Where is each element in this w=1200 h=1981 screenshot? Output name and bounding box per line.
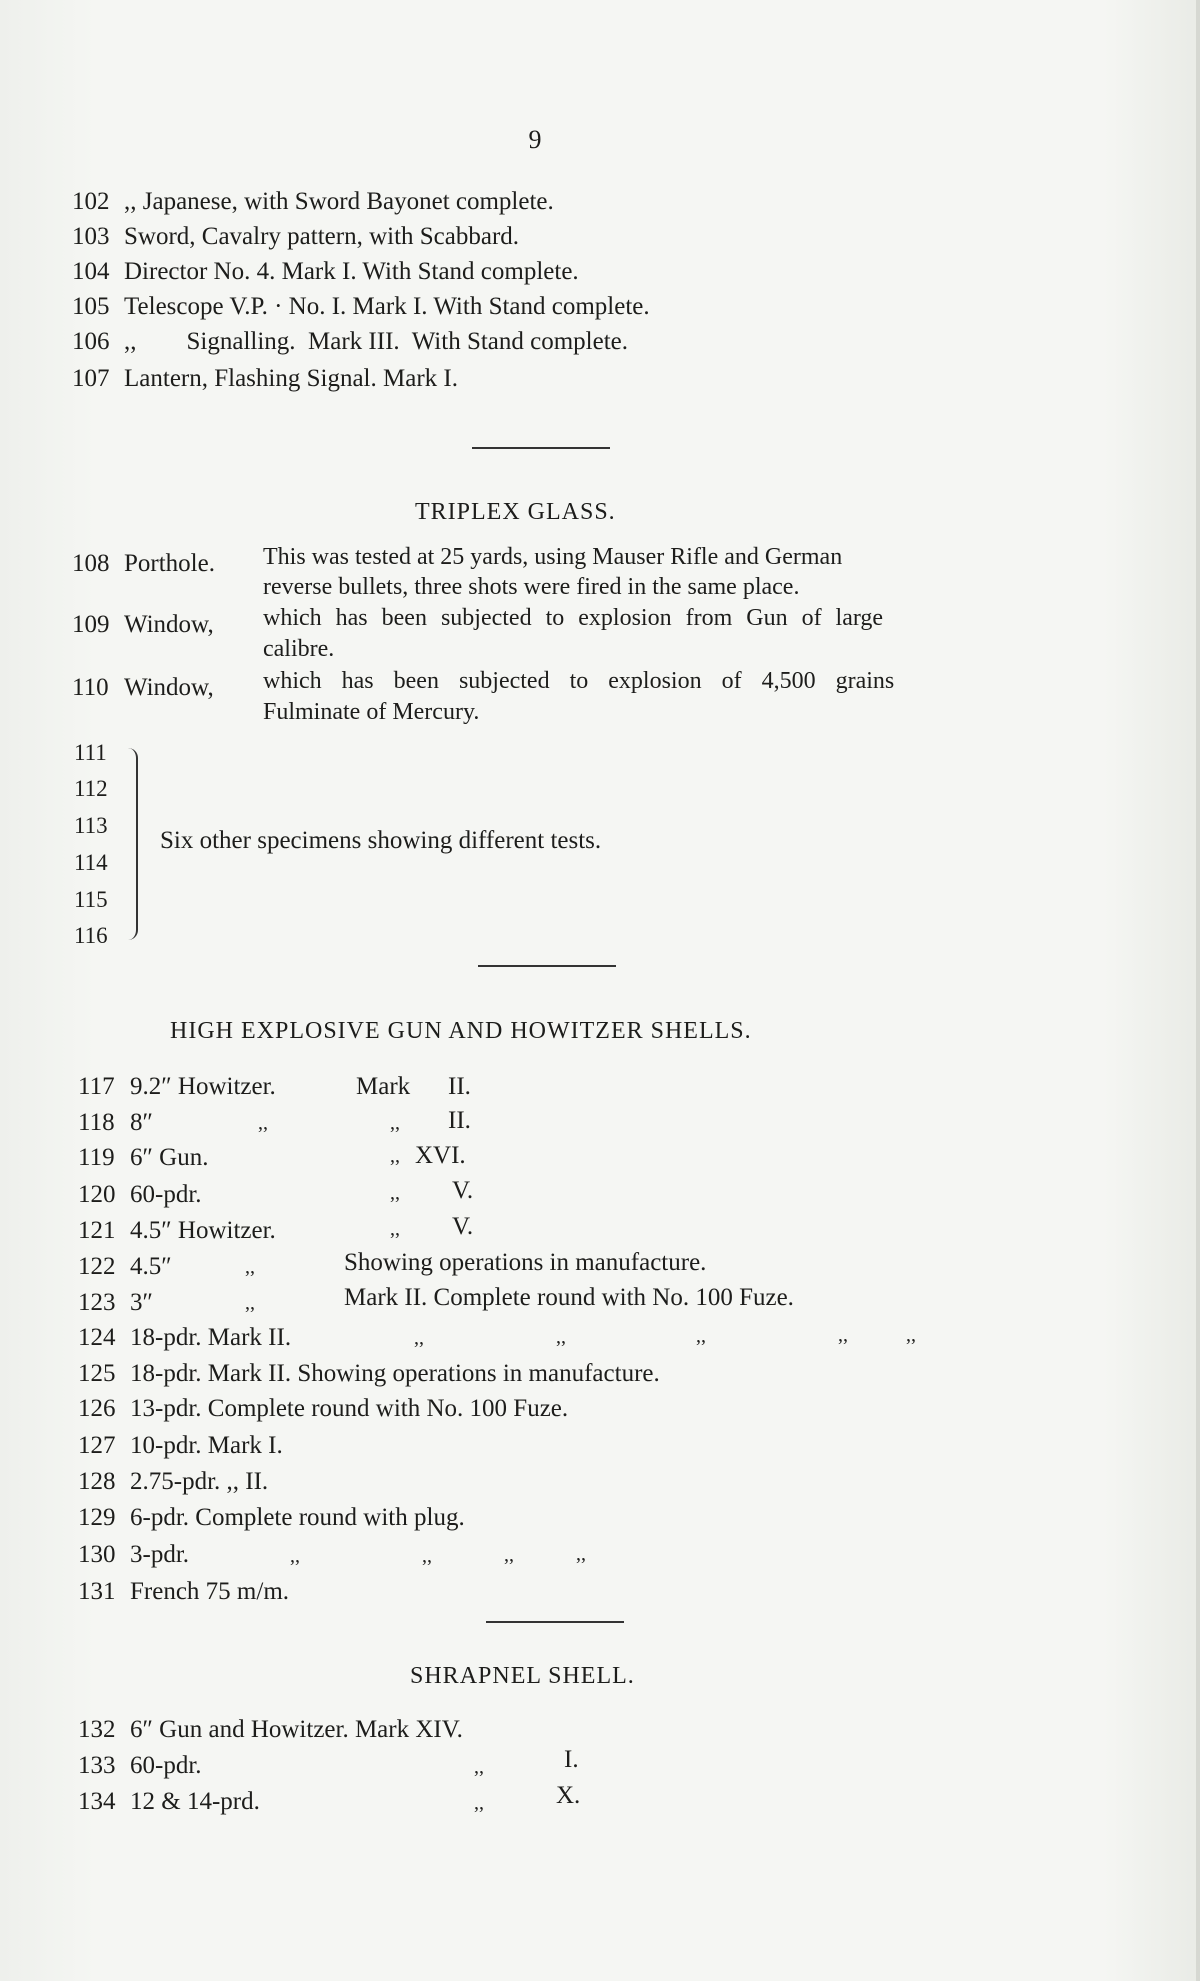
ditto-mark: ,, [390, 1145, 400, 1167]
shell-item [78, 1323, 291, 1353]
shell-item [78, 1143, 208, 1173]
item-text: 60-pdr. [130, 1752, 202, 1779]
shell-item [78, 1394, 568, 1424]
ditto-mark: ,, [290, 1545, 300, 1567]
bracket [122, 748, 138, 940]
triplex-item [72, 610, 214, 640]
item-number: 134 [78, 1788, 116, 1815]
shell-item [78, 1540, 189, 1570]
mark-label: Mark [356, 1073, 411, 1100]
mark-number: V. [452, 1213, 474, 1240]
list-item [72, 257, 579, 287]
item-number: 104 [72, 258, 110, 285]
ditto-mark: ,, [414, 1327, 424, 1349]
item-desc-line: which has been subjected to explosion from Gun of large [263, 605, 884, 631]
mark-number: V. [452, 1177, 474, 1204]
item-number: 109 [72, 611, 110, 638]
item-number: 118 [78, 1109, 115, 1136]
mark-number: XVI. [415, 1142, 466, 1169]
group-number: 115 [74, 887, 108, 912]
mark-number: I. [564, 1746, 579, 1773]
item-number: 120 [78, 1181, 116, 1208]
group-number: 116 [74, 923, 108, 948]
item-text: Sword, Cavalry pattern, with Scabbard. [124, 223, 520, 250]
item-number: 121 [78, 1217, 116, 1244]
ditto-mark: ,, [245, 1292, 255, 1314]
item-text: French 75 m/m. [130, 1578, 290, 1605]
item-number: 131 [78, 1578, 116, 1605]
item-number: 105 [72, 293, 110, 320]
ditto-mark: ,, [474, 1756, 484, 1778]
ditto-mark: ,, [504, 1544, 514, 1566]
item-desc-line: which has been subjected to explosion of 4,500 grains [263, 668, 895, 694]
ditto-mark: ,, [390, 1112, 400, 1134]
shell-item [78, 1072, 276, 1102]
item-number: 117 [78, 1073, 115, 1100]
item-text: 2.75-pdr. ,, II. [130, 1468, 269, 1495]
ditto-mark: ,, [422, 1545, 432, 1567]
ditto-mark: ,, [556, 1326, 566, 1348]
item-number: 119 [78, 1144, 115, 1171]
section-heading-shrapnel: SHRAPNEL SHELL. [410, 1663, 635, 1689]
list-item [72, 364, 458, 394]
item-text: 4.5″ [130, 1253, 172, 1280]
shell-item [78, 1288, 153, 1318]
shell-item [78, 1216, 276, 1246]
item-text: 18-pdr. Mark II. [130, 1324, 292, 1351]
item-number: 127 [78, 1432, 116, 1459]
section-heading-he-shells: HIGH EXPLOSIVE GUN AND HOWITZER SHELLS. [170, 1018, 752, 1044]
item-number: 122 [78, 1253, 116, 1280]
item-number: 130 [78, 1541, 116, 1568]
page-edge [1196, 0, 1200, 1981]
item-text: 13-pdr. Complete round with No. 100 Fuze. [130, 1395, 569, 1422]
item-text: 12 & 14-prd. [130, 1788, 260, 1815]
shell-item [78, 1577, 289, 1607]
item-text: 8″ [130, 1109, 153, 1136]
item-text: Lantern, Flashing Signal. Mark I. [124, 365, 458, 392]
item-desc-line: reverse bullets, three shots were fired in the same place. [263, 574, 800, 600]
shell-item [78, 1467, 268, 1497]
page-number: 9 [528, 125, 542, 154]
item-text: 6″ Gun and Howitzer. Mark XIV. [130, 1716, 463, 1743]
shell-item [78, 1108, 153, 1138]
item-text: 6″ Gun. [130, 1144, 209, 1171]
ditto-mark: ,, [390, 1182, 400, 1204]
ditto-mark: ,, [576, 1543, 586, 1565]
item-number: 106 [72, 328, 110, 355]
list-item [72, 187, 554, 217]
group-number: 112 [74, 776, 108, 801]
shell-item [78, 1503, 465, 1533]
item-label: Window, [124, 611, 214, 638]
item-number: 132 [78, 1716, 116, 1743]
group-number: 111 [74, 740, 107, 765]
section-divider [478, 965, 616, 967]
item-text: ,, Signalling. Mark III. With Stand complete. [124, 328, 629, 355]
item-number: 123 [78, 1289, 116, 1316]
triplex-item [72, 673, 214, 703]
group-number: 114 [74, 850, 108, 875]
shell-item [78, 1359, 660, 1389]
item-number: 124 [78, 1324, 116, 1351]
item-text: Director No. 4. Mark I. With Stand complete. [124, 258, 579, 285]
item-number: 126 [78, 1395, 116, 1422]
list-item [72, 292, 650, 322]
item-text: 4.5″ Howitzer. [130, 1217, 276, 1244]
shell-item [78, 1180, 202, 1210]
item-number: 103 [72, 223, 110, 250]
section-divider [472, 447, 610, 449]
item-number: 125 [78, 1360, 116, 1387]
item-number: 110 [72, 674, 109, 701]
item-number: 108 [72, 550, 110, 577]
shell-item [78, 1252, 172, 1282]
shrapnel-item [78, 1751, 202, 1781]
ditto-mark: ,, [258, 1112, 268, 1134]
item-text: Mark II. Complete round with No. 100 Fuze. [344, 1284, 794, 1311]
item-number: 133 [78, 1752, 116, 1779]
section-heading-triplex: TRIPLEX GLASS. [415, 499, 616, 525]
item-number: 128 [78, 1468, 116, 1495]
ditto-mark: ,, [474, 1792, 484, 1814]
item-text: 3″ [130, 1289, 153, 1316]
item-text: 3-pdr. [130, 1541, 190, 1568]
item-text: Showing operations in manufacture. [344, 1249, 707, 1276]
ditto-mark: ,, [390, 1218, 400, 1240]
ditto-mark: ,, [696, 1325, 706, 1347]
list-item [72, 222, 519, 252]
item-desc-line: This was tested at 25 yards, using Mauser Rifle and German [263, 544, 843, 570]
shell-item [78, 1431, 283, 1461]
mark-number: X. [556, 1782, 581, 1809]
item-label: Window, [124, 674, 214, 701]
shrapnel-item [78, 1715, 463, 1745]
item-desc-line: Fulminate of Mercury. [263, 699, 480, 725]
mark-number: II. [448, 1107, 471, 1134]
ditto-mark: ,, [838, 1324, 848, 1346]
item-text: 6-pdr. Complete round with plug. [130, 1504, 465, 1531]
item-number: 129 [78, 1504, 116, 1531]
list-item [72, 327, 628, 357]
item-text: 18-pdr. Mark II. Showing operations in manufacture. [130, 1360, 660, 1387]
item-desc-line: calibre. [263, 636, 335, 662]
group-description: Six other specimens showing different tests. [160, 827, 602, 854]
shrapnel-item [78, 1787, 260, 1817]
item-number: 107 [72, 365, 110, 392]
item-text: 60-pdr. [130, 1181, 202, 1208]
item-number: 102 [72, 188, 110, 215]
item-text: ,, Japanese, with Sword Bayonet complete. [124, 188, 554, 215]
group-number: 113 [74, 813, 108, 838]
item-text: 9.2″ Howitzer. [130, 1073, 276, 1100]
item-label: Porthole. [124, 550, 215, 577]
ditto-mark: ,, [906, 1324, 916, 1346]
mark-number: II. [448, 1073, 471, 1100]
ditto-mark: ,, [245, 1256, 255, 1278]
item-text: Telescope V.P. · No. I. Mark I. With Stand complete. [124, 293, 650, 320]
triplex-item [72, 549, 215, 579]
item-text: 10-pdr. Mark I. [130, 1432, 283, 1459]
section-divider [486, 1621, 624, 1623]
